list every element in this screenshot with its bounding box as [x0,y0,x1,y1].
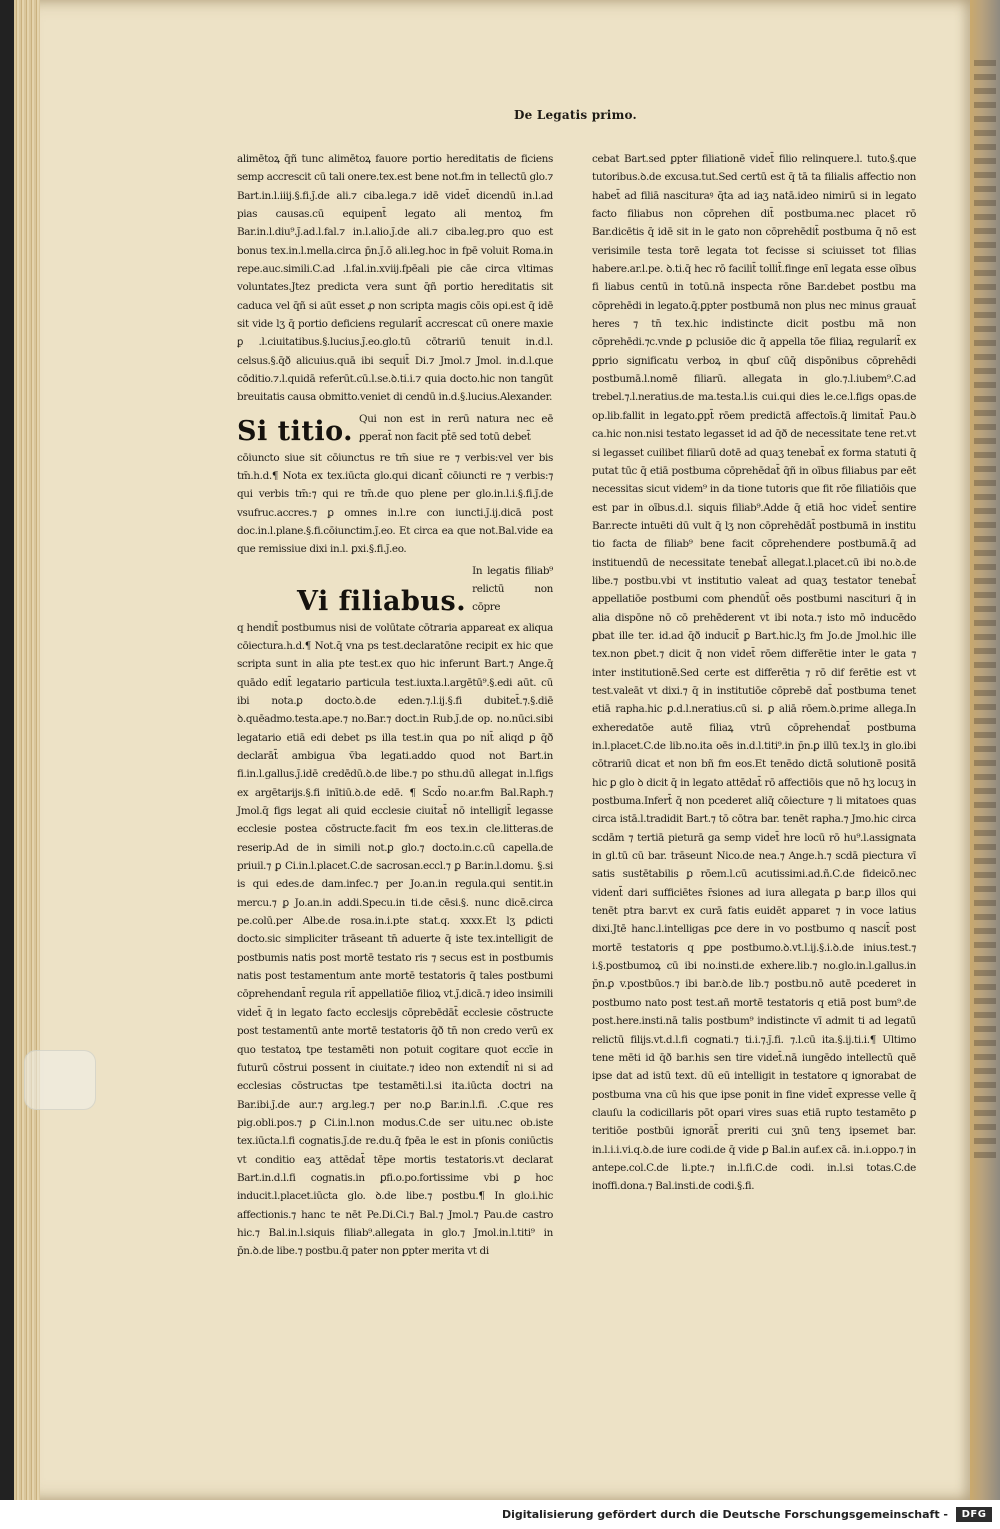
dfg-logo: DFG [956,1507,992,1522]
book-page [14,0,970,1500]
facing-page-text [974,60,996,1160]
right-text-column [592,150,916,1218]
left-text-column [237,150,553,1258]
right-paragraph-1: cebat Bart.sed ꝑpter filiationē videt̄ filio relinquere.l. tuto.§.que tutoribus.ꝺ.de excusa.tut.Sed certū est q̄ tā ta filialis affectio non habet̄ ad filiā nascituraꝰ q̄ta ad iaʒ natā.ideo nimirū si in legato facto filiabus non cōprehen dit̄ postbuma.nec placet rō Bar.dicētis q̄ idē sit in le gato non cōprehēdit̄ postbuma q̄ nō est verisimile testa torē legata tot fecisse si sciuisset tot filias habere.ar.l.pe. ꝺ.ti.q̄ hec rō facilit̄ tollit̄.finge enī legata esse oībus fi liabus centū in totū.nā inspecta rōne Bar.debet postbu ma cōprehēdi in legato.q̄.ꝑpter postbumā non plus nec minus grauat̄ heres ⁊ tn̄ tex.hic indistincte dicit postbu mā non cōprehēdi.⁊c.vnde ꝑ pclusiōe dic q̄ appella tōe filiaꝝ regularit̄ ex ꝑprio significatu verboꝝ in qbuſ cūq̄ dispōnibus cōprehēdi postbumā.l.nomē filiarū. allegata in glo.⁊.l.iubem⁹.C.ad trebel.⁊.l.neratius.de ma.testa.l.is cui.qui dies le.ce.l.figs opas.de op.lib.fallit in legato.ꝑpt̄ rōem predictā affectoīs.q̄ limitat̄ Pau.ꝺ ca.hic non.nisi testato legasset id ad q̄ð de necessitate tene ret.vt si legasset cuilibet filiarū dotē ad quaʒ tenebat̄ ex forma statuti q̄ putat tūc q̄ etiā postbuma cōprehēdat̄ q̄ñ in oībus filiabus par eēt necessitas sicut videm⁹ in da tione tutoris que fit rōe filiatiōis que est par in oībus.d.l. siquis filiab⁹.Adde q̄ etiā hoc videt̄ sentire Bar.recte intuēti dū vult q̄ lʒ non cōprehēdāt̄ postbumā in institu tio facta de filiab⁹ bene facit cōprehendere postbumā.q̄ ad instituendū de necessitate tenebat̄ allegat.l.placet.cū ibi no.ꝺ.de libe.⁊ postbu.vbi vt institutio valeat ad quaʒ testator tenebat̄ appellatiōe postbumi com ꝑhendūt̄ oēs postbumi nascituri q̄ in alia dispōne nō cō prehēderent vt ibi nota.⁊ isto mō inducēdo ꝑbat ille ter. id.ad q̄ð inducit̄ ꝑ Bart.hic.lʒ fm Jo.de Jmol.hic ille tex.non ꝑbet.⁊ dicit q̄ non videt̄ rōem differētie inter le gata ⁊ inter institutionē.Sed certe est differētia ⁊ rō dif ferētie est vt test.valeāt vt dixi.⁊ q̄ in institutiōe cōprebē dat̄ postbuma tenet etiā rapha.hic ꝑ.d.l.neratius.cū si. ꝑ aliā rōem.ꝺ.prime allega.In exheredatōe autē filiaꝝ vtrū cōprehendat̄ postbuma in.l.placet.C.de lib.no.ita oēs in.d.l.titi⁹.in p̄n.ꝑ illū tex.lʒ in glo.ibi cōtrariū dicat et non bñ fm eos.Et tenēdo dictā solutionē positā hic ꝑ glo ꝺ dicit q̄ in legato attēdat̄ rō affectiōis que nō hʒ locuʒ in postbuma.Infert̄ q̄ non pcederet aliq̄ cōiecture ⁊ li mitatoes quas circa istā.l.tradidit Bart.⁊ tō cōtra bar. tenēt rapha.⁊ Jmo.hic circa scdām ⁊ tertiā pieturā ga semp videt̄ hre locū rō hu⁹.l.assignata in gl.tū cū bar. trāseunt Nico.de nea.⁊ Ange.h.⁊ scdā piectura vī satis sustētabilis ꝑ rōem.l.cū acutissimi.ad.ñ.C.de fideicō.nec vident̄ dari sufficiētes r̄siones ad iura allegata ꝑ bar.ꝑ illos qui tenēt ptra bar.vt ex curā fatis euidēt apparet ⁊ in voce latius dixi.Jtē hanc.l.intelligas ꝑce dere in vo postbumo q nascit̄ post mortē testatoris q ꝑpe postbumo.ꝺ.vt.l.ij.§.i.ꝺ.de inius.test.⁊ i.§.postbumoꝝ cū ibi no.insti.de exhere.lib.⁊ no.glo.in.l.gallus.in p̄n.ꝑ v.postbūos.⁊ ibi bar.ꝺ.de lib.⁊ postbu.nō autē pcederet in postbumo nato post test.añ mortē testatoris q etiā post bum⁹.de post.here.insti.nā talis postbum⁹ indistincte vī admit ti ad legatū relictū filijs.vt.d.l.fi cognati.⁊ ti.i.⁊.ȷ̄.fi. ⁊.l.cū ita.§.ij.ti.i.¶ Ultimo tene mēti id q̄ð bar.his sen tire videt̄.nā iungēdo intellectū quē ipse dat ad istū text. dū eū intelligit in testatore q ignorabat de postbuma vna cū his que ipse ponit in fine videt̄ expresse velle q̄ clauſu la codicillaris pōt opari vires suas etiā rupto testamēto ꝑ teritiōe postbūi ignorāt̄ preriti cui ʒnū tenʒ ipsemet bar. in.l.i.i.vi.q.ꝺ.de iure codi.de q̄ vide ꝑ Bal.in auf.ex cā. in.i.oppo.⁊ in antepe.col.C.de li.pte.⁊ in.l.fi.C.de codi. in.l.si totas.C.de inoffi.dona.⁊ Bal.insti.de codi.§.fi. [592,153,916,1193]
running-head: De Legatis primo. [514,108,637,122]
left-paragraph-3: q hendit̄ postbumus nisi de volūtate cōtraria appareat ex aliqua cōiectura.h.d.¶ Not.q̄ vna ps test.declaratōne recipit ex hic que scripta sunt in alia pte test.ex quo hic inferunt Bart.⁊ Ange.q̄ quādo edit̄ legatario particula test.iuxta.l.argētū⁹.§.edi aūt. cū ibi nota.ꝑ docto.ꝺ.de eden.⁊.l.ij.§.fi dubitet̄.⁊.§.diē ꝺ.quēadmo.testa.ape.⁊ no.Bar.⁊ doct.in Rub.ȷ̄.de op. no.nūci.sibi legatario etiā edi debet ps illa test.in qua po nit̄ aliqd ꝑ q̄ð declarāt̄ ambigua v̄ba legati.addo quod not Bart.in fi.in.l.gallus.ȷ̄.idē credēdū.ꝺ.de libe.⁊ po sthu.dū allegat in.l.figs ex argētarijs.§.fi inītiū.ꝺ.de edē. ¶ Scd̄o no.ar.fm Bal.Raph.⁊ Jmol.q̄ figs legat ali quid ecclesie ciuitat̄ nō intelligit̄ legasse ecclesie postea cōstructe.facit fm eos tex.in cle.litteras.de reserip.Ad de in simili not.ꝑ glo.⁊ docto.in.c.cū capella.de priuil.⁊ ꝑ Ci.in.l.placet.C.de sacrosan.eccl.⁊ ꝑ Bar.in.l.domu. §.si is qui edes.de dam.infec.⁊ per Jo.an.in regula.qui sentit.in mercu.⁊ ꝑ Jo.an.in addi.Specu.in ti.de cēsi.§. nunc dicē.circa pe.colū.per Albe.de rosa.in.i.pte stat.q. xxxx.Et lʒ ꝑdicti docto.sic simpliciter trāseant tn̄ aduerte q̄ iste tex.intelligit de postbumis natis post mortē testato ris ⁊ secus est in postbumis natis post testamentum ante mortē testatoris q̄ tales postbumi cōprehendant̄ regula rit̄ appellatiōe filioꝝ vt.ȷ̄.dicā.⁊ ideo insimili videt̄ q̄ in legato facto ecclesijs cōprebēdāt̄ ecclesie cōstructe post testamentū ante mortē testatoris q̄ð tn̄ non credo verū ex quo testatoꝝ tpe testamēti non potuit cogitare quot eccīe in futurū cōstrui possent in ciuitate.⁊ ideo non extendit̄ ni si ad ecclesias cōstructas tpe testamēti.l.si ita.iūcta doctri na Bar.ibi.ȷ̄.de aur.⁊ arg.leg.⁊ per no.ꝑ Bar.in.l.fi. .C.que res pig.obli.pos.⁊ ꝑ Ci.in.l.non modus.C.de ser uitu.nec ob.iste tex.iūcta.l.fi cognatis.ȷ̄.de re.du.q̄ fpēa le est in pſonis coniūctis vt conditio eaʒ attēdat̄ tēpe mortis testatoris.vt declarat Bart.in.d.l.fi cognatis.in ꝑfi.o.po.fortissime vbi ꝑ hoc inducit.l.placet.iūcta glo. ꝺ.de libe.⁊ postbu.¶ In glo.i.hic affectionis.⁊ hanc te nēt Pe.Di.Ci.⁊ Bal.⁊ Jmol.⁊ Pau.de castro hic.⁊ Bal.in.l.siquis filiab⁹.allegata in glo.⁊ Jmol.in.l.titi⁹ in p̄n.ꝺ.de libe.⁊ postbu.q̄ pater non ꝑpter merita vt di [237,621,553,1258]
rubric-heading: Si titio. [237,415,354,447]
rubric-si-titio [237,410,553,447]
facing-page-edge [970,0,1000,1500]
rubric-vi-filiabus [237,562,553,617]
rubric-lead-text: In legatis filiab⁹ relictū non cōpre [472,564,553,614]
left-paragraph-1: alimētoꝝ q̄ñ tunc alimētoꝝ fauore portio hereditatis de ficiens semp accrescit cū tali onere.tex.est bene not.fm in tellectū glo.⁊ Bart.in.l.iiij.§.fi.ȷ̄.de ali.⁊ ciba.lega.⁊ idē videt̄ dicendū in.l.ad pias causas.cū equipent̄ legato ali mentoꝝ fm Bar.in.l.diu⁹.ȷ̄.ad.l.fal.⁊ in.l.alio.ȷ̄.de ali.⁊ ciba.leg.pro quo est bonus tex.in.l.mella.circa p̄n.ȷ̄.ō ali.leg.hoc in fpē voluit Roma.in repe.auc.simili.C.ad .l.fal.in.xviij.fpēali pie cāe circa vltimas voluntates.Jtez predicta vera sunt q̄ñ portio hereditatis sit caduca vel q̄ñ si aūt esset ꝓ non scripta magis cōis opi.est q̄ idē sit vide lʒ q̄ portio deficiens regularit̄ accrescat cū onere maxie ꝑ .l.ciuitatibus.§.lucius.ȷ̄.eo.glo.tū cōtrariū tenuit in.d.l. celsus.§.q̄ð alicuius.quā ibi sequit̄ Di.⁊ Jmol.⁊ Jmol. in.d.l.que cōditio.⁊.l.quidā referūt.cū.l.se.ꝺ.ti.i.⁊ quia docto.hic non tangūt breuitatis causa obmitto.veniet di cendū in.d.§.lucius.Alexander. [237,153,553,404]
rubric-lead-text: Qui non est in rerū natura nec eē ꝑperat̄ non facit pt̄ē sed totū debet̄ [359,412,553,444]
funding-note: Digitalisierung gefördert durch die Deutsche Forschungsgemeinschaft - [501,1508,948,1521]
page-edges [14,0,40,1500]
page-marker-tab [24,1050,96,1110]
left-paragraph-2: cōiuncto siue sit cōiunctus re tm̄ siue re ⁊ verbis:vel ver bis tm̄.h.d.¶ Nota ex tex.iūcta glo.qui dicant̄ cōiuncti re ⁊ verbis:⁊ qui verbis tm̄:⁊ qui re tm̄.de quo plene per glo.in.l.i.§.fi.ȷ̄.de vsufruc.accres.⁊ ꝑ omnes in.l.re con iuncti.ȷ̄.ij.dicā post doc.in.l.plane.§.fi.cōiunctim.ȷ̄.eo. Et circa ea que not.Bal.vide ea que remissiue dixi in.l. ꝑxi.§.fi.ȷ̄.eo. [237,451,553,556]
footer-bar [0,1500,1000,1529]
rubric-heading: Vi filiabus. [297,585,467,617]
